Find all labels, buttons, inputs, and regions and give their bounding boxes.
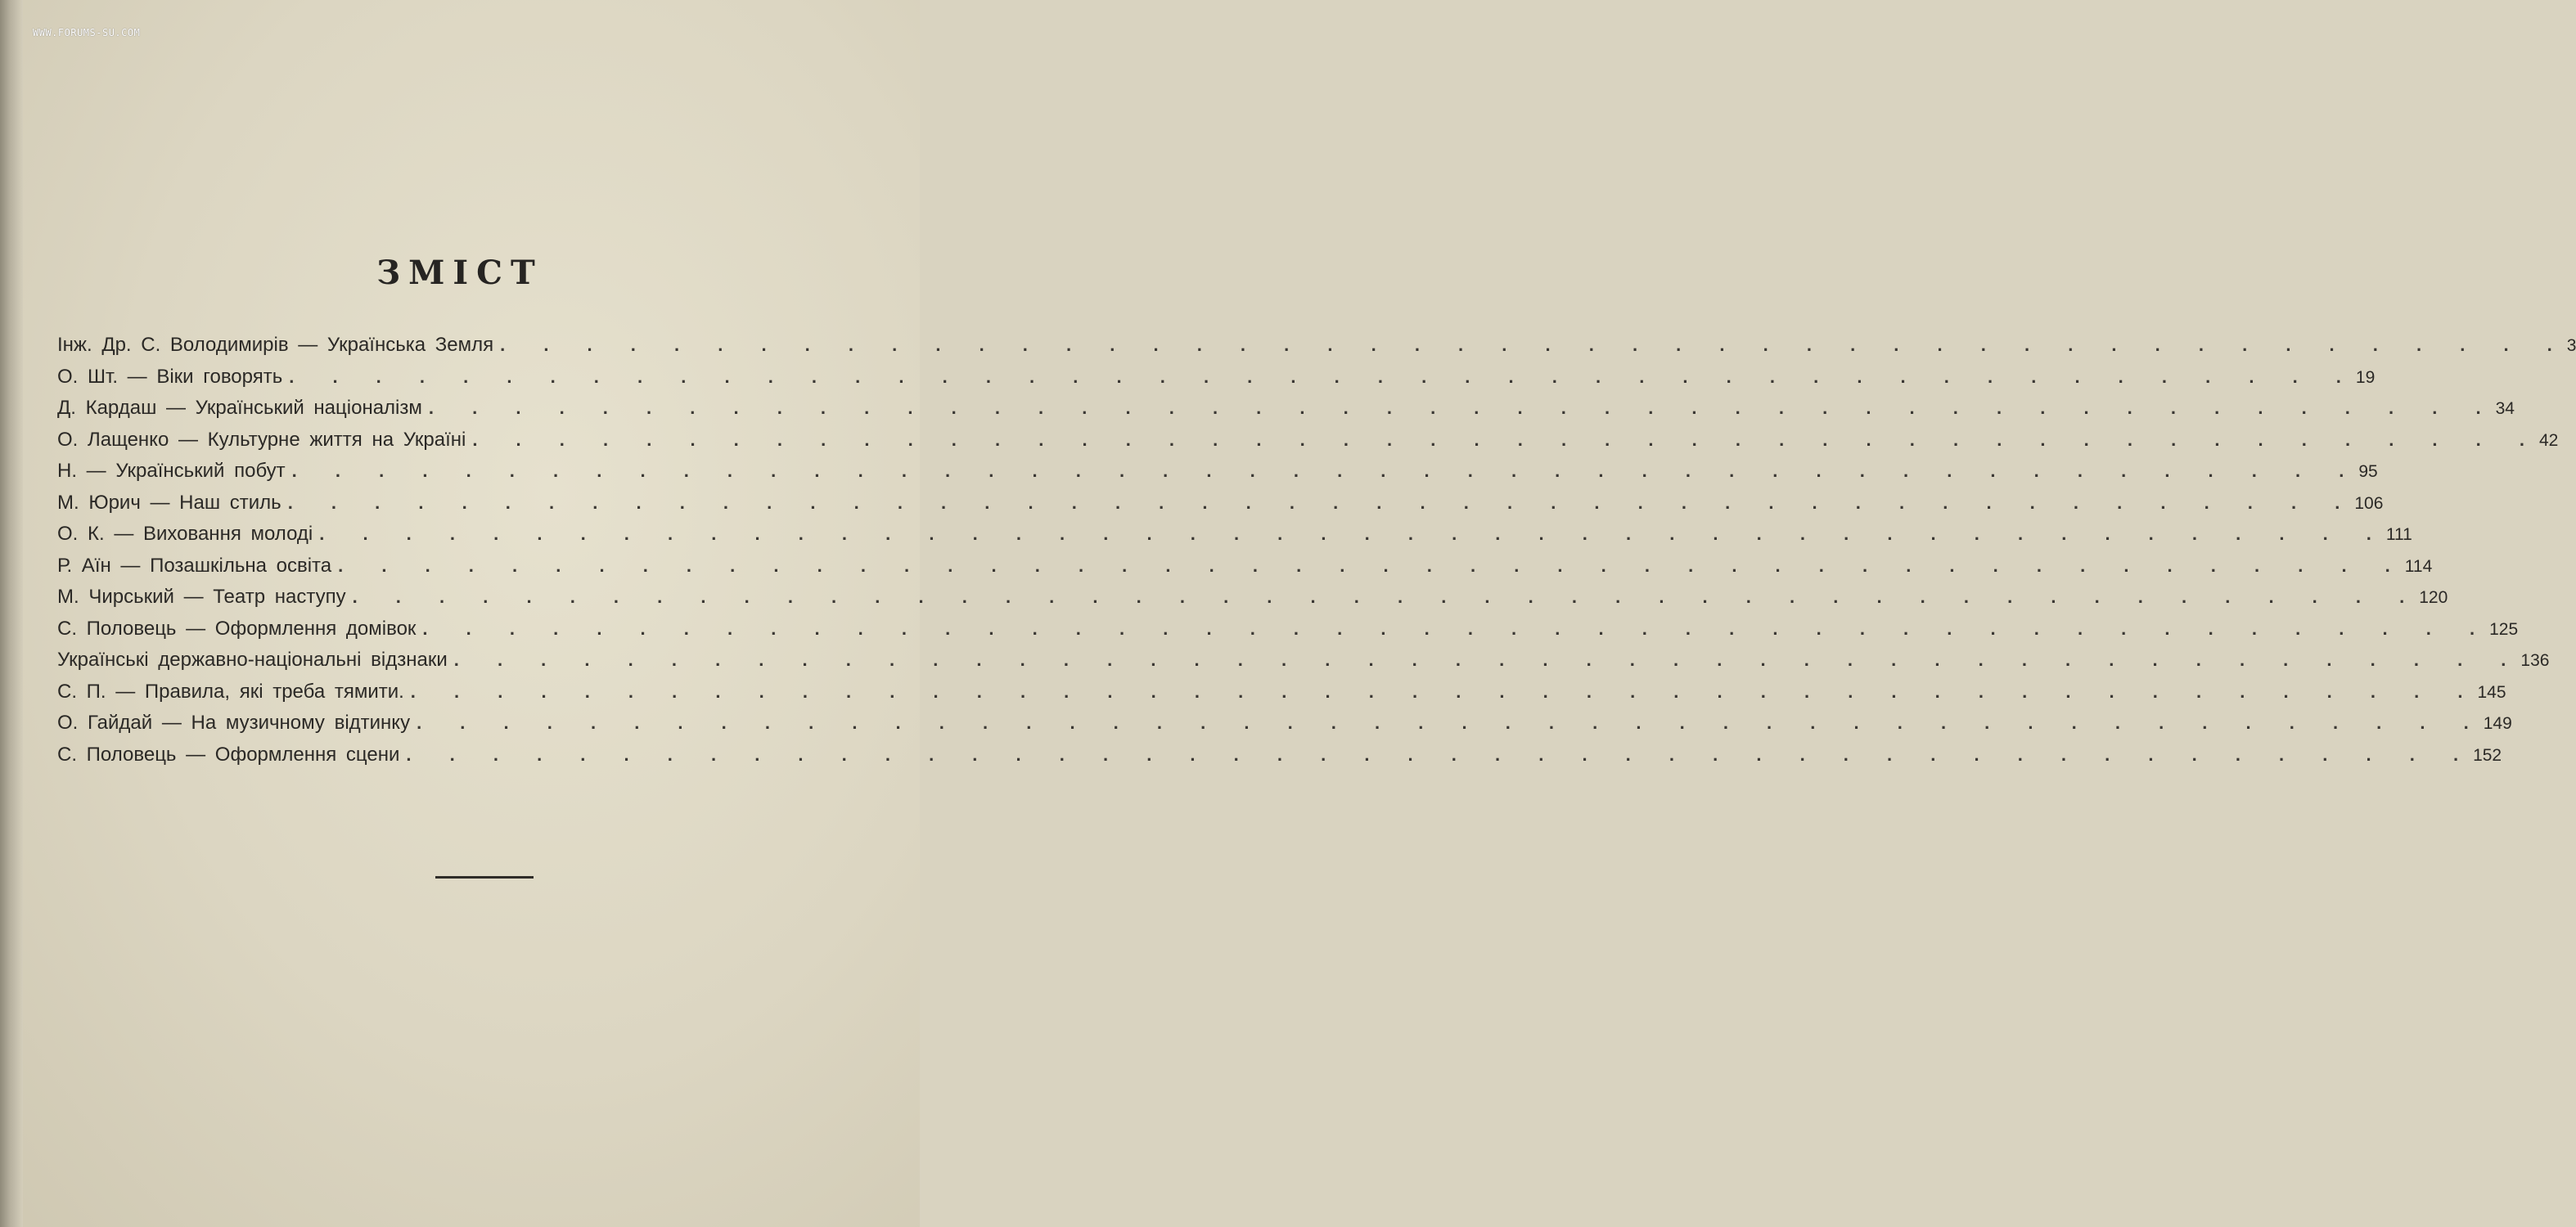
toc-entry — [57, 397, 2515, 429]
toc-entry — [57, 680, 2506, 712]
toc-entry-text: О. К. — Виховання молоді — [57, 523, 313, 545]
toc-entry-text: С. Половець — Оформлення домівок — [57, 617, 417, 640]
toc-entry — [57, 554, 2433, 587]
toc-entry — [57, 428, 2559, 461]
toc-page-number: 120 — [2419, 588, 2448, 607]
toc-entry-text: Інж. Др. С. Володимирів — Українська Земля — [57, 334, 494, 356]
toc-dot-leader: . . . . . . . . . . . . . . . . . . . . . . . . . . . . . . . . . . . . . . . . . . . . . . . . — [453, 649, 2521, 670]
toc-page-number: 136 — [2520, 651, 2550, 670]
toc-dot-leader: . . . . . . . . . . . . . . . . . . . . . . . . . . . . . . . . . . . . . . . . . . . . . . . . — [422, 618, 2490, 639]
toc-title: ЗМІСТ — [376, 254, 543, 292]
toc-page-number: 149 — [2483, 714, 2512, 733]
toc-entry — [57, 586, 2448, 618]
toc-entry — [57, 743, 2502, 775]
toc-dot-leader: . . . . . . . . . . . . . . . . . . . . . . . . . . . . . . . . . . . . . . . . . . . . . . . . — [352, 587, 2420, 607]
toc-dot-leader: . . . . . . . . . . . . . . . . . . . . . . . . . . . . . . . . . . . . . . . . . . . . . . . . — [500, 335, 2567, 355]
toc-page-number: 152 — [2473, 745, 2502, 765]
book-spine-shadow — [0, 0, 23, 1227]
toc-entry — [57, 460, 2378, 492]
toc-entry-text: Д. Кардаш — Український націоналізм — [57, 397, 422, 419]
toc-page-number: 111 — [2385, 525, 2412, 544]
toc-page-number: 114 — [2404, 556, 2433, 576]
toc-entry — [57, 523, 2412, 555]
toc-entry-text: С. П. — Правила, які треба тямити. — [57, 680, 404, 703]
toc-page-number: 125 — [2489, 619, 2519, 639]
toc-entry-text: М. Юрич — Наш стиль — [57, 491, 281, 514]
toc-dot-leader: . . . . . . . . . . . . . . . . . . . . . . . . . . . . . . . . . . . . . . . . . . . . . . . . — [410, 681, 2478, 702]
toc-page-number: 34 — [2495, 399, 2515, 418]
toc-entry-text: О. Гайдай — На музичному відтинку — [57, 712, 411, 734]
toc-dot-leader: . . . . . . . . . . . . . . . . . . . . . . . . . . . . . . . . . . . . . . . . . . . . . . . . — [472, 429, 2539, 450]
toc-page-number: 145 — [2477, 682, 2506, 702]
toc-entry-text: О. Шт. — Віки говорять — [57, 365, 283, 388]
toc-dot-leader: . . . . . . . . . . . . . . . . . . . . . . . . . . . . . . . . . . . . . . . . . . . . . . . . — [338, 555, 2405, 576]
toc-dot-leader: . . . . . . . . . . . . . . . . . . . . . . . . . . . . . . . . . . . . . . . . . . . . . . . . — [289, 366, 2356, 387]
toc-page-number: 95 — [2358, 462, 2378, 481]
toc-page-number: 106 — [2354, 493, 2384, 513]
toc-entry-text: Н. — Український побут — [57, 460, 286, 482]
toc-dot-leader: . . . . . . . . . . . . . . . . . . . . . . . . . . . . . . . . . . . . . . . . . . . . . . . . — [428, 398, 2496, 418]
toc-entry — [57, 712, 2512, 744]
toc-dot-leader: . . . . . . . . . . . . . . . . . . . . . . . . . . . . . . . . . . . . . . . . . . . . . . . . — [417, 712, 2484, 733]
table-of-contents — [57, 334, 2576, 775]
toc-entry — [57, 365, 2376, 398]
watermark: WWW.FORUMS-SU.COM — [33, 27, 141, 38]
toc-entry-text: О. Лащенко — Культурне життя на Україні — [57, 428, 466, 451]
toc-entry — [57, 617, 2519, 649]
toc-page-number: 19 — [2355, 367, 2376, 387]
toc-dot-leader: . . . . . . . . . . . . . . . . . . . . . . . . . . . . . . . . . . . . . . . . . . . . . . . . — [319, 524, 2386, 544]
toc-page-number: 3 — [2566, 336, 2576, 355]
toc-entry-text: М. Чирський — Театр наступу — [57, 586, 346, 608]
toc-entry — [57, 649, 2550, 681]
toc-entry — [57, 334, 2576, 366]
toc-entry-text: С. Половець — Оформлення сцени — [57, 743, 400, 766]
toc-dot-leader: . . . . . . . . . . . . . . . . . . . . . . . . . . . . . . . . . . . . . . . . . . . . . . . . — [287, 492, 2355, 513]
toc-entry-text: Українські державно-національні відзнаки — [57, 649, 448, 671]
toc-page-number: 42 — [2539, 430, 2559, 450]
toc-dot-leader: . . . . . . . . . . . . . . . . . . . . . . . . . . . . . . . . . . . . . . . . . . . . . . . . — [291, 461, 2359, 481]
toc-dot-leader: . . . . . . . . . . . . . . . . . . . . . . . . . . . . . . . . . . . . . . . . . . . . . . . . — [406, 744, 2474, 765]
closing-rule — [435, 876, 534, 879]
toc-entry-text: Р. Аїн — Позашкільна освіта — [57, 554, 332, 577]
toc-entry — [57, 491, 2384, 524]
